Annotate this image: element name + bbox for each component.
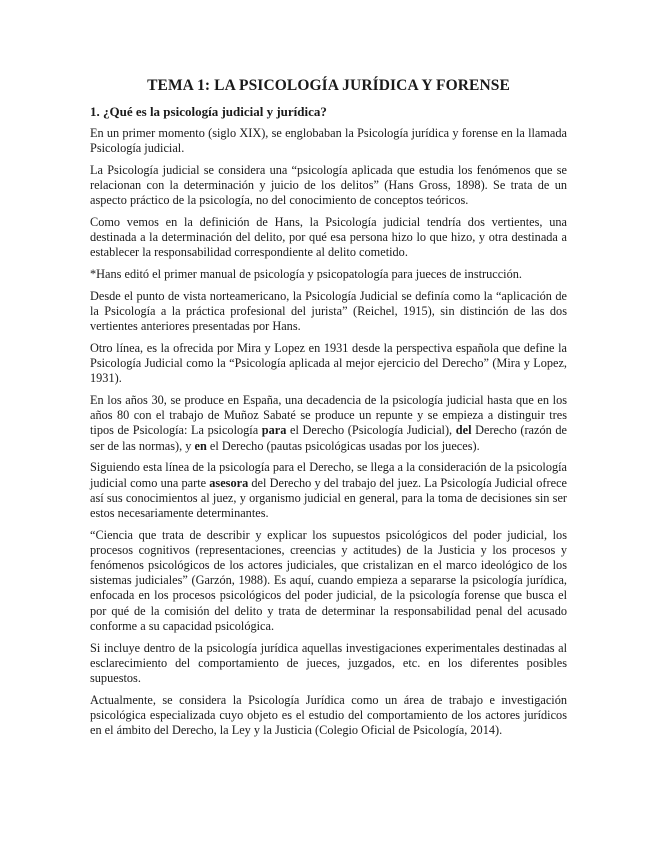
paragraph-7-text-d: Derecho (razón de ser de las normas), y (90, 423, 567, 453)
paragraph-7-bold-para: para (261, 423, 287, 438)
paragraph-3: Como vemos en la definición de Hans, la Psicología judicial tendría dos vertientes, una destinada a la determinación del delito, por qué esa persona hizo lo que hizo, y otra destinada a establecer la responsabilidad correspondiente al delito cometido. (90, 215, 567, 260)
paragraph-8-text-a: Siguiendo esta línea de la psicología para el Derecho, se llega a la consideración de la psicología judicial como una parte (90, 460, 567, 490)
paragraph-9: “Ciencia que trata de describir y explicar los supuestos psicológicos del poder judicial, los procesos cognitivos (representaciones, creencias y actitudes) de la Justicia y los procesos y fenómenos psicológicos de los actores judiciales, que cristalizan en el marco ideológico de los sistemas judiciales” (Garzón, 1988). Es aquí, cuando empieza a separarse la psicología jurídica, enfocada en los procesos psicológicos del poder judicial, de la psicología forense que busca el por qué de la comisión del delito y trata de determinar la responsabilidad penal del acusado conforme a su capacidad psicológica. (90, 527, 567, 633)
paragraph-8-bold-asesora: asesora (209, 475, 249, 490)
paragraph-5: Desde el punto de vista norteamericano, la Psicología Judicial se definía como la “aplicación de la Psicología a la práctica profesional del jurista” (Reichel, 1915), sin distinción de las dos vertientes anteriores presentadas por Hans. (90, 288, 567, 334)
document-page (90, 76, 567, 745)
paragraph-11: Actualmente, se considera la Psicología Jurídica como un área de trabajo e investigación psicológica especializada cuyo objeto es el estudio del comportamiento de los actores jurídicos en el ámbito del Derecho, la Ley y la Justicia (Colegio Oficial de Psicología, 2014). (90, 692, 567, 738)
page-title: TEMA 1: LA PSICOLOGÍA JURÍDICA Y FORENSE (147, 77, 510, 94)
paragraph-7-text-a: En los años 30, se produce en España, una decadencia de la psicología judicial hasta que en los años 80 con el trabajo de Muñoz Sabaté se produce un repunte y se empieza a distinguir tres tipos de Psicología: La psicología (90, 393, 567, 438)
paragraph-7-text-e: el Derecho (pautas psicológicas usadas por los jueces). (206, 438, 480, 453)
section-heading: 1. ¿Qué es la psicología judicial y jurídica? (90, 104, 327, 119)
paragraph-6: Otro línea, es la ofrecida por Mira y Lopez en 1931 desde la perspectiva española que define la Psicología Judicial como la “Psicología aplicada al mejor ejercicio del Derecho” (Mira y Lopez, 1931). (90, 340, 567, 386)
paragraph-7 (90, 393, 567, 454)
paragraph-1: En un primer momento (siglo XIX), se englobaban la Psicología jurídica y forense en la llamada Psicología judicial. (90, 126, 567, 156)
paragraph-10: Si incluye dentro de la psicología jurídica aquellas investigaciones experimentales destinadas al esclarecimiento del comportamiento de jueces, juzgados, etc. en los diferentes posibles supuestos. (90, 640, 567, 685)
paragraph-4-note: *Hans editó el primer manual de psicología y psicopatología para jueces de instrucción. (90, 267, 522, 282)
paragraph-7-text-c: el Derecho (Psicología Judicial), (286, 423, 456, 438)
paragraph-2: La Psicología judicial se considera una “psicología aplicada que estudia los fenómenos que se relacionan con la determinación y juicio de los delitos” (Hans Gross, 1898). Se trata de un aspecto práctico de la psicología, no del conocimiento de conceptos teóricos. (90, 162, 567, 208)
paragraph-8-text-c: del Derecho y del trabajo del juez. La Psicología Judicial ofrece así sus conocimientos al juez, y organismo judicial en general, para la toma de decisiones sin ser estos necesariamente determinantes. (90, 475, 567, 520)
paragraph-8 (90, 460, 567, 521)
paragraph-7-bold-en: en (194, 438, 207, 453)
paragraph-7-bold-del: del (455, 423, 472, 438)
